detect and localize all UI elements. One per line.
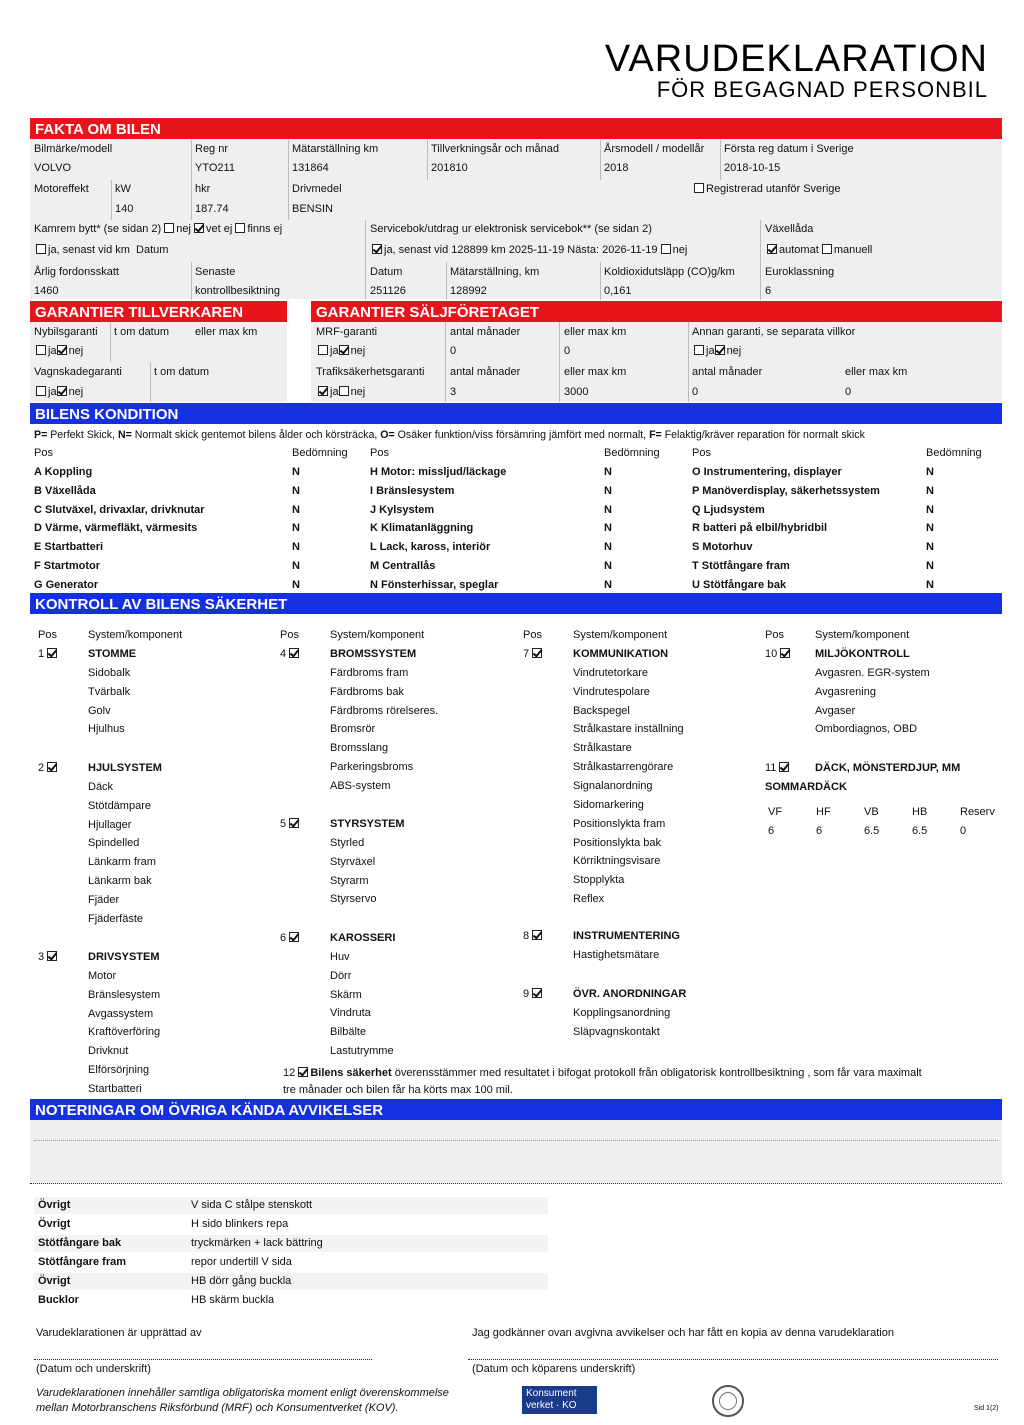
cambelt-yes-checkbox[interactable]: [36, 244, 46, 254]
condition-item: C Slutväxel, drivaxlar, drivknutar: [34, 503, 205, 516]
note-category: Övrigt: [38, 1218, 71, 1230]
condition-rating: N: [926, 466, 934, 478]
traffic-ja-checkbox[interactable]: [318, 386, 328, 396]
mrf-seal-icon: [712, 1385, 744, 1417]
safety-item: Drivknut: [88, 1045, 129, 1058]
safety-group-title: BROMSSYSTEM: [330, 648, 417, 660]
safety-group-checkbox[interactable]: [289, 648, 299, 658]
note-category: Stötfångare fram: [38, 1256, 127, 1268]
safety-group-checkbox[interactable]: [532, 648, 542, 658]
safety-item: Sidomarkering: [573, 798, 644, 811]
cond-rating-label-2: Bedömning: [604, 447, 660, 459]
condition-rating: N: [604, 503, 612, 516]
condition-rating: N: [604, 578, 612, 591]
safety-group-number: 2: [38, 762, 59, 775]
reg-value: YTO211: [195, 162, 235, 174]
safety-group-checkbox[interactable]: [532, 930, 542, 940]
tire-position-label: VF: [768, 806, 783, 818]
condition-rating: N: [292, 541, 300, 554]
cond-rating-label-3: Bedömning: [926, 447, 982, 459]
section-notes-header: NOTERINGAR OM ÖVRIGA KÄNDA AVVIKELSER: [30, 1099, 1002, 1120]
inspection-label: Senaste: [195, 266, 236, 278]
safety-group-checkbox[interactable]: [780, 648, 790, 658]
condition-item: D Värme, värmefläkt, värmesits: [34, 522, 198, 535]
note-text: V sida C stålpe stenskott: [191, 1199, 313, 1211]
condition-item: R batteri på elbil/hybridbil: [692, 522, 828, 535]
note-row: [34, 1292, 548, 1309]
safety-group-title: KAROSSERI: [330, 932, 396, 944]
safety-item: Bilbälte: [330, 1026, 367, 1039]
tire-position-label: Reserv: [960, 806, 995, 818]
safety-group-title: ÖVR. ANORDNINGAR: [573, 988, 687, 1000]
condition-item: S Motorhuv: [692, 541, 753, 554]
foreign-checkbox[interactable]: [694, 183, 704, 193]
safety-item: Stopplykta: [573, 874, 625, 887]
body-ja-checkbox[interactable]: [36, 386, 46, 396]
kw-value: 140: [115, 203, 134, 215]
safety-item: Vindruta: [330, 1007, 371, 1020]
body-tom-label: t om datum: [154, 366, 210, 378]
safety-item: Bromsslang: [330, 742, 389, 755]
mrf-options: ja nej: [318, 345, 365, 358]
safety-item: Hjullager: [88, 818, 132, 831]
safety-group-checkbox[interactable]: [47, 648, 57, 658]
safety-group-number: 6: [280, 932, 301, 945]
safety-item: Positionslykta fram: [573, 817, 666, 830]
model-label: Årsmodell / modellår: [604, 143, 705, 155]
condition-rating: N: [292, 503, 300, 516]
insp-date-value: 251126: [370, 285, 406, 297]
safety-item: Strålkastare inställning: [573, 723, 684, 736]
condition-item: N Fönsterhissar, speglar: [370, 578, 499, 591]
cambelt-none-checkbox[interactable]: [235, 223, 245, 233]
traffic-warranty-label: Trafiksäkerhetsgaranti: [316, 366, 425, 378]
section-safety-header: KONTROLL AV BILENS SÄKERHET: [30, 593, 1002, 614]
safety-12-checkbox[interactable]: [298, 1067, 308, 1077]
safety-item: ABS-system: [330, 779, 391, 792]
safety-group-title: HJULSYSTEM: [88, 762, 162, 774]
mrf-months-value: 0: [450, 345, 457, 357]
safety-group-title: INSTRUMENTERING: [573, 930, 680, 942]
safety-item: Vindrutetorkare: [573, 666, 649, 679]
safety-group-number: 9: [523, 988, 544, 1001]
odo-value: 131864: [292, 162, 329, 174]
mfg-label: Tillverkningsår och månad: [431, 143, 559, 155]
safety-group-number: 7: [523, 648, 544, 661]
safety-group-number: 4: [280, 648, 301, 661]
condition-rating: N: [926, 522, 934, 535]
co2-label: Koldioxidutsläpp (CO)g/km: [604, 266, 735, 278]
power-label: Motoreffekt: [34, 183, 89, 195]
safety-pos-label-2: Pos: [280, 629, 299, 641]
mrf-km-value: 0: [564, 345, 571, 357]
safety-item: Sidobalk: [88, 666, 131, 679]
safety-item: Reflex: [573, 893, 605, 906]
tire-depth-value: 6.5: [864, 825, 880, 837]
safety-group-checkbox[interactable]: [47, 762, 57, 772]
brand-label: Bilmärke/modell: [34, 143, 113, 155]
note-category: Övrigt: [38, 1275, 71, 1287]
condition-item: P Manöverdisplay, säkerhetssystem: [692, 484, 880, 497]
other-months-label: antal månader: [692, 366, 763, 378]
safety-group-number: 1: [38, 648, 59, 661]
safety-item: Körriktningsvisare: [573, 855, 661, 868]
safety-group-number: 8: [523, 930, 544, 943]
safety-group-checkbox[interactable]: [289, 932, 299, 942]
traffic-km-value: 3000: [564, 386, 589, 398]
condition-rating: N: [926, 560, 934, 572]
tire-depth-value: 6.5: [912, 825, 928, 837]
section-dealer-warranty-header: GARANTIER SÄLJFÖRETAGET: [311, 301, 1002, 322]
safety-item: Avgasren. EGR-system: [815, 666, 930, 679]
safety-sys-label-1: System/komponent: [88, 629, 183, 641]
insp-odo-value: 128992: [450, 285, 487, 297]
safety-group-number: 3: [38, 951, 59, 964]
section-manufacturer-warranty-header: GARANTIER TILLVERKAREN: [30, 301, 287, 322]
approval-label: Jag godkänner ovan avgivna avvikelser och har fått en kopia av denna varudeklaration: [472, 1327, 894, 1339]
safety-item: Positionslykta bak: [573, 836, 662, 849]
co2-value: 0,161: [604, 285, 632, 297]
traffic-maxkm-label: eller max km: [564, 366, 627, 378]
agreement-note-1: Varudeklarationen innehåller samtliga obligatoriska moment enligt överenskommelse: [36, 1387, 449, 1399]
safety-item: Styrväxel: [330, 855, 376, 868]
fuel-label: Drivmedel: [292, 183, 342, 195]
buyer-signature-line[interactable]: [468, 1359, 998, 1360]
newcar-ja-checkbox[interactable]: [36, 345, 46, 355]
safety-group-title: DRIVSYSTEM: [88, 951, 160, 963]
inspection-label-2: kontrollbesiktning: [195, 285, 280, 297]
safety-item: Styrarm: [330, 874, 369, 887]
mrf-months-label: antal månader: [450, 326, 521, 338]
section-fakta-header: FAKTA OM BILEN: [30, 118, 1002, 139]
tire-season: SOMMARDÄCK: [765, 781, 847, 793]
other-warranty-label: Annan garanti, se separata villkor: [692, 326, 856, 338]
service-label: Servicebok/utdrag ur elektronisk servicebok** (se sidan 2): [370, 223, 652, 235]
safety-item: Avgassystem: [88, 1007, 154, 1020]
safety-item: Avgaser: [815, 704, 856, 717]
safety-group-title: STOMME: [88, 648, 137, 660]
condition-rating: N: [292, 522, 300, 535]
condition-item: B Växellåda: [34, 484, 96, 497]
section-condition-header: BILENS KONDITION: [30, 403, 1002, 424]
safety-item: Strålkastare: [573, 742, 632, 755]
condition-item: A Koppling: [34, 466, 93, 478]
condition-rating: N: [604, 484, 612, 497]
condition-item: E Startbatteri: [34, 541, 104, 554]
hp-label: hkr: [195, 183, 211, 195]
body-nej-checkbox[interactable]: [57, 386, 67, 396]
kw-label: kW: [115, 183, 131, 195]
newcar-warranty-options: ja nej: [36, 345, 83, 358]
safety-pos-label-3: Pos: [523, 629, 542, 641]
safety-item: Bränslesystem: [88, 988, 161, 1001]
safety-item: Fjäder: [88, 893, 120, 906]
safety-group-title: MILJÖKONTROLL: [815, 648, 910, 660]
condition-item: G Generator: [34, 578, 99, 591]
condition-rating: N: [926, 503, 934, 516]
gearbox-row: automat manuell: [767, 244, 872, 257]
safety-item: Bromsrör: [330, 723, 376, 736]
safety-item: Styrled: [330, 836, 365, 849]
safety-item: Kraftöverföring: [88, 1026, 161, 1039]
note-category: Bucklor: [38, 1294, 79, 1306]
condition-rating: N: [604, 560, 612, 572]
cambelt-unknown-checkbox[interactable]: [194, 223, 204, 233]
note-category: Övrigt: [38, 1199, 71, 1211]
brand-value: VOLVO: [34, 162, 72, 174]
condition-item: U Stötfångare bak: [692, 578, 787, 591]
condition-rating: N: [292, 484, 300, 497]
safety-item: Strålkastarrengörare: [573, 761, 674, 774]
condition-item: T Stötfångare fram: [692, 560, 790, 572]
condition-item: M Centrallås: [370, 560, 436, 572]
traffic-options: ja nej: [318, 386, 365, 399]
insp-date-label: Datum: [370, 266, 403, 278]
cambelt-yes-row: ja, senast vid km Datum: [36, 244, 168, 257]
safety-group-title: KOMMUNIKATION: [573, 648, 669, 660]
seller-signature-caption: (Datum och underskrift): [36, 1363, 151, 1375]
safety-item: Motor: [88, 969, 117, 982]
cond-rating-label-1: Bedömning: [292, 447, 348, 459]
safety-group-checkbox[interactable]: [289, 818, 299, 828]
traffic-nej-checkbox[interactable]: [339, 386, 349, 396]
safety-item: Huv: [330, 950, 350, 963]
mfg-value: 201810: [431, 162, 468, 174]
condition-rating: N: [926, 484, 934, 497]
traffic-months-label: antal månader: [450, 366, 521, 378]
tire-depth-value: 6: [816, 825, 823, 837]
condition-rating: N: [604, 522, 612, 535]
condition-rating: N: [926, 541, 934, 554]
page-title: VARUDEKLARATION: [604, 38, 988, 80]
safety-item: Släpvagnskontakt: [573, 1025, 660, 1038]
cond-pos-label-1: Pos: [34, 447, 53, 459]
tire-position-label: HF: [816, 806, 831, 818]
safety-item: Fjäderfäste: [88, 912, 144, 925]
other-ja-checkbox[interactable]: [694, 345, 704, 355]
konsumentverket-logo: Konsument verket · KO: [522, 1386, 597, 1414]
note-text: HB skärm buckla: [191, 1294, 275, 1306]
condition-item: H Motor: missljud/läckage: [370, 466, 507, 478]
safety-item: Vindrutespolare: [573, 685, 650, 698]
service-yes-checkbox[interactable]: [372, 244, 382, 254]
safety-sys-label-3: System/komponent: [573, 629, 668, 641]
other-km-value: 0: [845, 386, 852, 398]
first-reg-label: Första reg datum i Sverige: [724, 143, 854, 155]
notes-area: [30, 1120, 1002, 1182]
condition-rating: N: [604, 466, 612, 478]
fuel-value: BENSIN: [292, 203, 333, 215]
odo-label: Mätarställning km: [292, 143, 379, 155]
safety-sys-label-4: System/komponent: [815, 629, 910, 641]
tire-position-label: HB: [912, 806, 928, 818]
safety-item: Länkarm bak: [88, 875, 152, 888]
safety-group-number: 10: [765, 648, 792, 661]
safety-group-number: 11: [765, 762, 791, 775]
condition-item: I Bränslesystem: [370, 484, 455, 497]
gearbox-manual-checkbox[interactable]: [822, 244, 832, 254]
tire-depth-value: 6: [768, 825, 775, 837]
condition-item: K Klimatanläggning: [370, 522, 474, 535]
safety-item: Golv: [88, 704, 111, 717]
body-warranty-label: Vagnskadegaranti: [34, 366, 122, 378]
condition-rating: N: [292, 578, 300, 591]
mrf-nej-checkbox[interactable]: [339, 345, 349, 355]
safety-item: Däck: [88, 780, 114, 793]
mrf-ja-checkbox[interactable]: [318, 345, 328, 355]
safety-group-checkbox[interactable]: [532, 988, 542, 998]
safety-item: Signalanordning: [573, 779, 653, 792]
condition-rating: N: [292, 560, 300, 572]
safety-item: Ombordiagnos, OBD: [815, 723, 918, 736]
safety-item: Parkeringsbroms: [330, 761, 414, 774]
safety-item: Backspegel: [573, 704, 630, 717]
note-text: HB dörr gång buckla: [191, 1275, 292, 1287]
hp-value: 187.74: [195, 203, 229, 215]
safety-item: Hastighetsmätare: [573, 948, 660, 961]
safety-item: Avgasrening: [815, 685, 876, 698]
safety-item: Färdbroms fram: [330, 666, 409, 679]
safety-item: Färdbroms rörelseres.: [330, 704, 439, 717]
safety-item: Stötdämpare: [88, 799, 151, 812]
safety-item: Startbatteri: [88, 1082, 142, 1095]
note-text: repor undertill V sida: [191, 1256, 292, 1268]
gearbox-auto-checkbox[interactable]: [767, 244, 777, 254]
safety-pos-label-1: Pos: [38, 629, 57, 641]
note-text: H sido blinkers repa: [191, 1218, 289, 1230]
tire-position-label: VB: [864, 806, 879, 818]
agreement-note-2: mellan Motorbranschens Riksförbund (MRF) och Konsumentverket (KOV).: [36, 1402, 399, 1414]
condition-item: L Lack, kaross, interiör: [370, 541, 491, 554]
condition-rating: N: [926, 578, 934, 591]
seller-signature-line[interactable]: [34, 1359, 372, 1360]
safety-item: Spindelled: [88, 837, 140, 850]
safety-12-line2: tre månader och bilen får ha körts max 100 mil.: [283, 1084, 513, 1096]
safety-item: Länkarm fram: [88, 856, 156, 869]
newcar-tom-label: t om datum: [114, 326, 170, 338]
condition-item: J Kylsystem: [370, 503, 435, 516]
tire-depth-value: 0: [960, 825, 967, 837]
cambelt-row: Kamrem bytt* (se sidan 2) nej vet ej finns ej: [34, 223, 283, 235]
safety-item: Elförsörjning: [88, 1064, 150, 1077]
mrf-maxkm-label: eller max km: [564, 326, 627, 338]
safety-item: Lastutrymme: [330, 1045, 394, 1058]
other-options: ja nej: [694, 345, 741, 358]
cond-pos-label-2: Pos: [370, 447, 389, 459]
euro-label: Euroklassning: [765, 266, 835, 278]
buyer-signature-caption: (Datum och köparens underskrift): [472, 1363, 636, 1375]
condition-rating: N: [604, 541, 612, 554]
safety-item: Styrservo: [330, 893, 377, 906]
safety-item: Dörr: [330, 969, 352, 982]
safety-group-title: DÄCK, MÖNSTERDJUP, MM: [815, 762, 961, 774]
safety-group-checkbox[interactable]: [47, 951, 57, 961]
prepared-by-label: Varudeklarationen är upprättad av: [36, 1327, 202, 1339]
condition-item: Q Ljudsystem: [692, 503, 765, 516]
note-category: Stötfångare bak: [38, 1237, 122, 1249]
model-value: 2018: [604, 162, 629, 174]
page-subtitle: FÖR BEGAGNAD PERSONBIL: [656, 77, 988, 102]
foreign-reg: Registrerad utanför Sverige: [694, 183, 841, 196]
first-reg-value: 2018-10-15: [724, 162, 781, 174]
safety-item: Hjulhus: [88, 723, 125, 736]
safety-item: Färdbroms bak: [330, 685, 404, 698]
safety-group-number: 5: [280, 818, 301, 831]
safety-12-row: 12 Bilens säkerhet överensstämmer med resultatet i bifogat protokoll från obligatorisk kontrollbesiktning , som får vara maximalt: [283, 1067, 922, 1079]
mrf-label: MRF-garanti: [316, 326, 378, 338]
cond-pos-label-3: Pos: [692, 447, 711, 459]
note-text: tryckmärken + lack bättring: [191, 1237, 323, 1249]
safety-item: Kopplingsanordning: [573, 1006, 671, 1019]
gearbox-label: Växellåda: [765, 223, 814, 235]
other-months-value: 0: [692, 386, 699, 398]
condition-legend: P= Perfekt Skick, N= Normalt skick gentemot bilens ålder och körsträcka, O= Osäker funktion/viss försämring jämfört med normalt, F= Felaktig/kräver reparation för normalt skick: [34, 429, 865, 441]
note-row: [34, 1216, 548, 1233]
safety-group-checkbox[interactable]: [779, 762, 789, 772]
service-no-checkbox[interactable]: [661, 244, 671, 254]
traffic-months-value: 3: [450, 386, 457, 398]
tax-label: Årlig fordonsskatt: [34, 266, 119, 278]
insp-odo-label: Mätarställning, km: [450, 266, 540, 278]
condition-item: F Startmotor: [34, 560, 100, 572]
reg-label: Reg nr: [195, 143, 229, 155]
euro-value: 6: [765, 285, 772, 297]
newcar-maxkm-label: eller max km: [195, 326, 258, 338]
page-number: Sid 1(2): [974, 1405, 999, 1412]
tax-value: 1460: [34, 285, 59, 297]
condition-item: O Instrumentering, displayer: [692, 466, 842, 478]
newcar-warranty-label: Nybilsgaranti: [34, 326, 98, 338]
other-maxkm-label: eller max km: [845, 366, 908, 378]
safety-group-title: STYRSYSTEM: [330, 818, 405, 830]
safety-item: Skärm: [330, 988, 362, 1001]
safety-item: Tvärbalk: [88, 685, 131, 698]
body-warranty-options: ja nej: [36, 386, 83, 399]
condition-rating: N: [292, 466, 300, 478]
other-nej-checkbox[interactable]: [715, 345, 725, 355]
newcar-nej-checkbox[interactable]: [57, 345, 67, 355]
safety-pos-label-4: Pos: [765, 629, 784, 641]
service-row: ja, senast vid 128899 km 2025-11-19 Nästa: 2026-11-19 nej: [372, 244, 687, 257]
cambelt-no-checkbox[interactable]: [164, 223, 174, 233]
safety-sys-label-2: System/komponent: [330, 629, 425, 641]
